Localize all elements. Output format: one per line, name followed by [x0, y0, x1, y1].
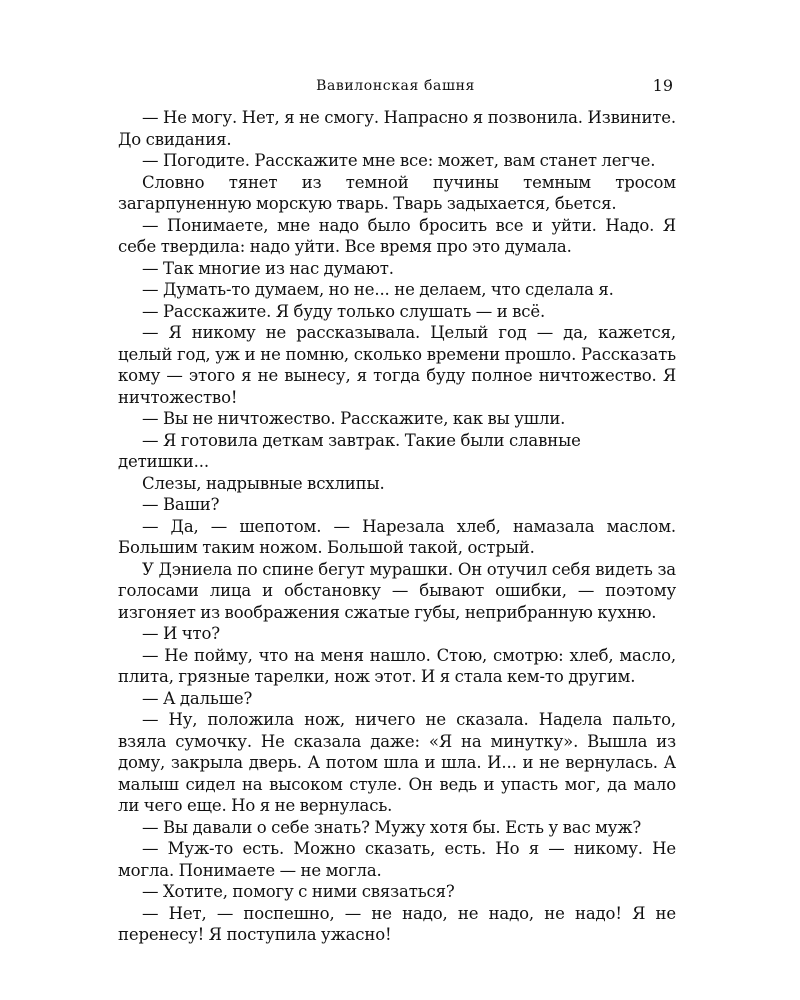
paragraph: — Я готовила деткам завтрак. Такие были славные детишки...: [118, 430, 581, 471]
paragraph: — Не могу. Нет, я не смогу. Напрасно я позвонила. Извините. До свидания.: [118, 108, 676, 149]
paragraph: — Вы давали о себе знать? Мужу хотя бы. Есть у вас муж?: [142, 817, 642, 837]
paragraph: — И что?: [142, 624, 220, 643]
paragraph: — Погодите. Расскажите мне все: может, вам станет легче.: [142, 151, 656, 170]
paragraph: Слезы, надрывные всхлипы.: [142, 473, 385, 493]
paragraph: — Думать-то думаем, но не... не делаем, что сделала я.: [142, 280, 614, 299]
paragraph: У Дэниела по спине бегут мурашки. Он отучил себя видеть за голосами лица и обстановку — бывают ошибки, — поэтому изгоняет из воображения сжатые губы, неприбранную кухню.: [118, 559, 676, 622]
paragraph: — Ваши?: [142, 495, 220, 514]
body-text: [118, 107, 676, 946]
page-number: 19: [652, 76, 673, 95]
paragraph: — Нет, — поспешно, — не надо, не надо, не надо! Я не перенесу! Я поступила ужасно!: [118, 903, 676, 944]
paragraph: — Расскажите. Я буду только слушать — и всё.: [142, 301, 546, 321]
paragraph: — Хотите, помогу с ними связаться?: [142, 882, 455, 901]
paragraph: — Да, — шепотом. — Нарезала хлеб, намазала маслом. Большим таким ножом. Большой такой, острый.: [118, 516, 676, 557]
paragraph: — Понимаете, мне надо было бросить все и уйти. Надо. Я себе твердила: надо уйти. Все время про это думала.: [118, 215, 676, 256]
paragraph: — Я никому не рассказывала. Целый год — да, кажется, целый год, уж и не помню, сколько времени прошло. Рассказать кому — этого я не вынесу, я тогда буду полное ничтожество. Я ничтожество!: [118, 323, 676, 407]
paragraph: — А дальше?: [142, 688, 253, 708]
paragraph: — Не пойму, что на меня нашло. Стою, смотрю: хлеб, масло, плита, грязные тарелки, нож этот. И я стала кем-то другим.: [118, 645, 676, 686]
running-head: [118, 76, 673, 98]
paragraph: — Муж-то есть. Можно сказать, есть. Но я — никому. Не могла. Понимаете — не могла.: [118, 839, 676, 880]
running-title: Вавилонская башня: [316, 78, 475, 94]
paragraph: — Вы не ничтожество. Расскажите, как вы ушли.: [142, 409, 566, 428]
paragraph: Словно тянет из темной пучины темным тросом загарпуненную морскую тварь. Тварь задыхается, бьется.: [118, 172, 676, 213]
paragraph: — Ну, положила нож, ничего не сказала. Надела пальто, взяла сумочку. Не сказала даже: «Я на минутку». Вышла из дому, закрыла дверь. А потом шла и шла. И... и не вернулась. А малыш сидел на высоком стуле. Он ведь и упасть мог, да мало ли чего еще. Но я не вернулась.: [118, 710, 676, 815]
paragraph: — Так многие из нас думают.: [142, 258, 394, 278]
